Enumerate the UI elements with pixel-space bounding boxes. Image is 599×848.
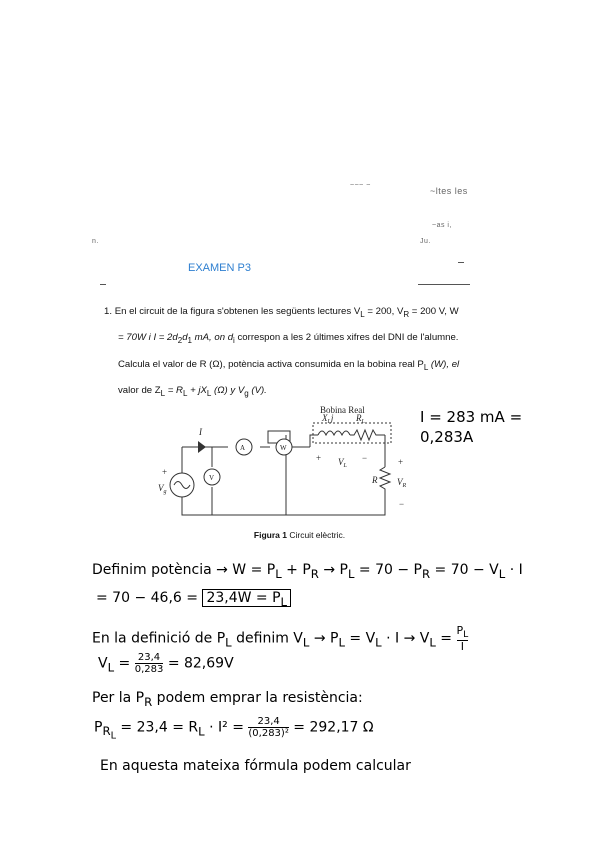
- boxed-result: $23,4W = P_L$: [202, 589, 291, 607]
- circuit-diagram: [150, 395, 420, 525]
- question-number: 1.: [104, 306, 113, 317]
- current-arrow-icon: [198, 441, 206, 453]
- rl-label: $R_L$: [356, 413, 365, 425]
- vl-label: $V_L$: [338, 457, 347, 469]
- fraction: $\frac{23,4}{0,283}$: [134, 652, 164, 675]
- figure-caption: Figura 1 Circuit elèctric.: [253, 530, 346, 540]
- handwritten-line-3: En la definició de $P_L$ definim $V_L \to P_L = V_L \cdot I \to V_L$ = $\frac{P_L}{I}$: [92, 624, 469, 654]
- header-fragment: ~as i,: [432, 222, 452, 229]
- header-fragment: ~~~ ~: [350, 182, 371, 189]
- vl-minus: −: [362, 453, 368, 463]
- wattmeter-label: W: [280, 444, 287, 452]
- question-line-4: valor de $Z_L = R_L + jX_L$ (Ω) y $V_g$ (V).: [118, 385, 267, 399]
- header-fragment: Ju.: [420, 238, 431, 245]
- question-line-1: 1. En el circuit de la figura s'obtenen les següents lectures $V_L = 200$, $V_R = 200$ V, W: [104, 306, 459, 319]
- fraction: $\frac{P_L}{I}$: [456, 624, 469, 654]
- voltmeter-label: V: [209, 474, 215, 482]
- handwritten-current-value: 0,283A: [420, 428, 474, 446]
- handwritten-line-7: En aquesta mateixa fórmula podem calcular: [100, 758, 411, 774]
- xl-label: $X_Lj$: [322, 413, 334, 425]
- vr-label: $V_R$: [397, 477, 407, 489]
- header-divider: [100, 284, 106, 285]
- handwritten-line-5: Per la $P_R$ podem emprar la resistència:: [92, 690, 363, 709]
- bobina-label: Bobina Real: [320, 405, 365, 415]
- vr-plus: +: [398, 457, 404, 467]
- header-divider: [458, 262, 464, 263]
- vl-plus: +: [316, 453, 322, 463]
- vg-label: $V_g$: [158, 483, 167, 495]
- handwritten-line-2: = $70 - 46,6 = 23,4W = P_L$: [96, 590, 291, 609]
- header-fragment: n.: [92, 238, 99, 245]
- current-label: I: [199, 427, 202, 437]
- wire: [310, 435, 318, 447]
- fraction: $\frac{23,4}{\text{(0,283)²}}$: [248, 716, 289, 739]
- handwritten-line-6: $P_{R_L} = 23,4 = R_L \cdot I^2$ = $\frac{23,4}{\text{(0,283)²}}$ = 292,17 Ω: [94, 716, 374, 742]
- resistor-rl-symbol: [350, 430, 385, 440]
- handwritten-current: I = 283 mA =: [420, 408, 523, 426]
- header-divider: [418, 284, 470, 285]
- resistor-r-symbol: [380, 467, 390, 495]
- r-label: R: [372, 475, 378, 485]
- inductor-symbol: [318, 431, 350, 435]
- question-block: [104, 300, 494, 406]
- header-fragment: ~ltes les: [430, 186, 468, 196]
- ammeter-label: A: [240, 444, 246, 452]
- vr-minus: −: [399, 499, 405, 509]
- handwritten-line-1: Definim potència → $W = P_L + P_R \to P_L = 70 - P_R = 70 - V_L \cdot I$: [92, 562, 523, 581]
- source-plus: +: [162, 467, 168, 477]
- question-line-3: Calcula el valor de R (Ω), potència activa consumida en la bobina real $P_L$ (W), el: [118, 358, 460, 372]
- question-line-2: = 70W i $I = 2d_2d_1$ mA, on $d_i$ correspon a les 2 últimes xifres del DNI de l'alumne.: [118, 332, 459, 346]
- exam-title: EXAMEN P3: [188, 262, 251, 274]
- circuit-figure: [150, 395, 420, 530]
- handwritten-line-4: $V_L$ = $\frac{23,4}{0,283}$ = 82,69V: [98, 652, 234, 675]
